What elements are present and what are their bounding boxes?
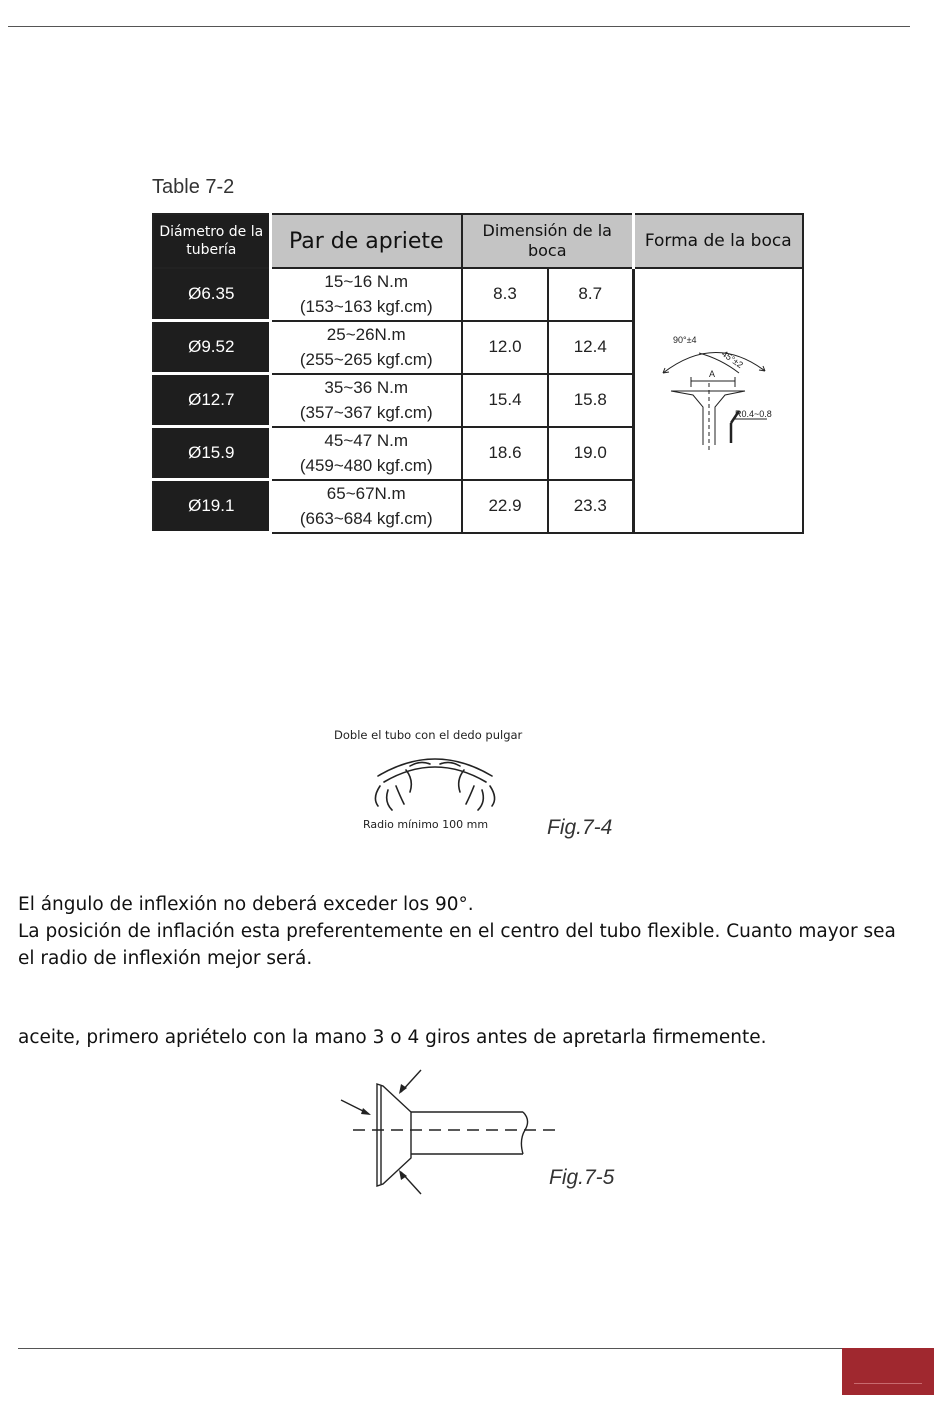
header-torque: Par de apriete [270,214,462,268]
dimension-min-cell: 15.4 [462,374,548,427]
torque-nm: 15~16 N.m [324,272,409,292]
torque-kgf: (663~684 kgf.cm) [299,509,433,528]
table-row [153,268,803,321]
header-flare-shape: Forma de la boca [633,214,803,268]
flare-shape-cell [633,268,803,533]
angle-inner-label: 45°±2 [720,348,746,370]
dimension-max-cell: 12.4 [548,321,633,374]
tube-arc-inner [384,767,486,782]
dimension-max-cell: 23.3 [548,480,633,533]
torque-kgf: (255~265 kgf.cm) [299,350,433,369]
flare-head [377,1084,411,1186]
dimension-min-cell: 22.9 [462,480,548,533]
diameter-cell: Ø12.7 [153,374,270,427]
angle-outer-label: 90°±4 [673,334,697,345]
table-caption: Table 7-2 [152,176,235,198]
torque-nm: 25~26N.m [326,325,406,344]
torque-cell [270,480,462,533]
figure-7-4 [330,722,630,852]
hands-bending-tube-illustration [370,746,500,816]
paragraph-bend-position-1: La posición de inflación esta preferentemente en el centro del tubo flexible. Cuanto mayor sea [18,921,896,942]
torque-nm: 35~36 N.m [324,378,409,397]
table-header-row [153,214,803,268]
torque-cell [270,427,462,480]
dimension-max-cell: 8.7 [548,268,633,321]
header-flare-dimension: Dimensión de la boca [462,214,633,268]
diameter-cell: Ø6.35 [153,268,270,321]
dimension-min-cell: 12.0 [462,321,548,374]
left-hand [375,770,411,810]
bend-instruction: Doble el tubo con el dedo pulgar [334,728,523,742]
dimension-max-cell: 19.0 [548,427,633,480]
paragraph-tighten: aceite, primero apriételo con la mano 3 o 4 giros antes de apretarla firmemente. [18,1027,767,1048]
page-number-tab [842,1348,934,1395]
torque-nm: 45~47 N.m [324,431,409,450]
diameter-cell: Ø15.9 [153,427,270,480]
torque-kgf: (459~480 kgf.cm) [299,456,433,475]
header-diameter: Diámetro de la tubería [153,214,270,268]
torque-cell [270,321,462,374]
diameter-cell: Ø9.52 [153,321,270,374]
paragraph-bend-angle: El ángulo de inflexión no deberá exceder los 90°. [18,894,474,915]
top-rule [8,26,910,27]
figure-caption: Fig.7-5 [549,1166,615,1189]
dimension-max-cell: 15.8 [548,374,633,427]
figure-caption: Fig.7-4 [547,816,613,839]
diameter-cell: Ø19.1 [153,480,270,533]
torque-cell [270,268,462,321]
figure-7-5 [335,1062,635,1202]
flare-diagram [635,273,801,523]
flare-outline-left [671,391,703,445]
radius-label: R0.4~0.8 [735,408,773,419]
torque-nm: 65~67N.m [326,484,406,503]
torque-kgf: (357~367 kgf.cm) [299,403,433,422]
paragraph-bend-position-2: el radio de inflexión mejor será. [18,948,313,969]
torque-kgf: (153~163 kgf.cm) [299,297,433,317]
flare-spec-table [152,213,804,534]
minimum-radius-note: Radio mínimo 100 mm [363,818,489,831]
bottom-rule [18,1348,844,1349]
right-hand [459,770,495,810]
dimension-min-cell: 18.6 [462,427,548,480]
tube-break [521,1112,527,1154]
torque-cell [270,374,462,427]
dimension-a-label: A [709,368,716,379]
dimension-min-cell: 8.3 [462,268,548,321]
flare-nut-tube-illustration [335,1062,565,1202]
